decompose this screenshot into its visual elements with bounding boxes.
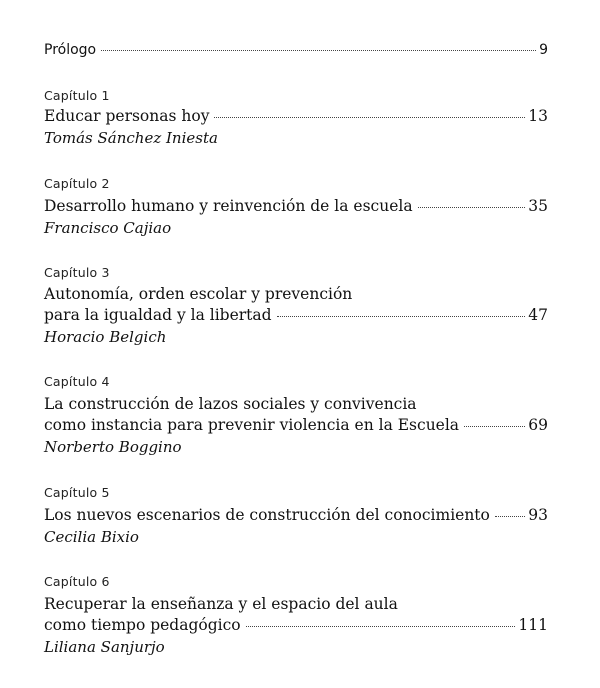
- chapter-1-title-line: [44, 106, 548, 126]
- chapter-2-title: Desarrollo humano y reinvención de la escuela: [44, 197, 413, 215]
- chapter-1-page: 13: [528, 107, 548, 125]
- chapter-1-title: Educar personas hoy: [44, 107, 210, 125]
- prologue-page: 9: [539, 42, 548, 58]
- dot-leader: [246, 626, 516, 627]
- dot-leader: [214, 117, 525, 118]
- chapter-4-title-line: [44, 415, 548, 435]
- prologue-title: Prólogo: [44, 42, 97, 58]
- prologue-entry: [44, 40, 548, 60]
- chapter-3-title-line-2: para la igualdad y la libertad: [44, 306, 272, 324]
- chapter-5-page: 93: [528, 506, 548, 524]
- chapter-6-author: Liliana Sanjurjo: [44, 638, 165, 656]
- chapter-3-label: Capítulo 3: [44, 265, 110, 280]
- chapter-4-title-line-2: como instancia para prevenir violencia en la Escuela: [44, 416, 460, 434]
- chapter-1-label: Capítulo 1: [44, 88, 110, 103]
- chapter-2-label: Capítulo 2: [44, 176, 110, 191]
- dot-leader: [418, 207, 526, 208]
- chapter-6-title-line-2: como tiempo pedagógico: [44, 616, 241, 634]
- dot-leader: [101, 50, 536, 51]
- chapter-2-title-line: [44, 196, 548, 216]
- chapter-6-title-line: [44, 615, 548, 635]
- dot-leader: [464, 426, 525, 427]
- chapter-4-title-line-1: La construcción de lazos sociales y convivencia: [44, 395, 417, 413]
- dot-leader: [277, 316, 526, 317]
- chapter-1-author: Tomás Sánchez Iniesta: [44, 129, 218, 147]
- dot-leader: [495, 516, 525, 517]
- chapter-6-label: Capítulo 6: [44, 574, 110, 589]
- chapter-5-title-line: [44, 505, 548, 525]
- chapter-2-author: Francisco Cajiao: [44, 219, 172, 237]
- chapter-4-author: Norberto Boggino: [44, 438, 182, 456]
- chapter-3-author: Horacio Belgich: [44, 328, 167, 346]
- chapter-3-title-line-1: Autonomía, orden escolar y prevención: [44, 285, 353, 303]
- chapter-4-label: Capítulo 4: [44, 374, 110, 389]
- chapter-3-page: 47: [528, 306, 548, 324]
- chapter-5-label: Capítulo 5: [44, 485, 110, 500]
- chapter-5-title: Los nuevos escenarios de construcción del conocimiento: [44, 506, 490, 524]
- chapter-4-page: 69: [528, 416, 548, 434]
- chapter-2-page: 35: [528, 197, 548, 215]
- chapter-6-page: 111: [518, 616, 548, 634]
- chapter-3-title-line: [44, 305, 548, 325]
- chapter-6-title-line-1: Recuperar la enseñanza y el espacio del aula: [44, 595, 398, 613]
- chapter-5-author: Cecilia Bixio: [44, 528, 139, 546]
